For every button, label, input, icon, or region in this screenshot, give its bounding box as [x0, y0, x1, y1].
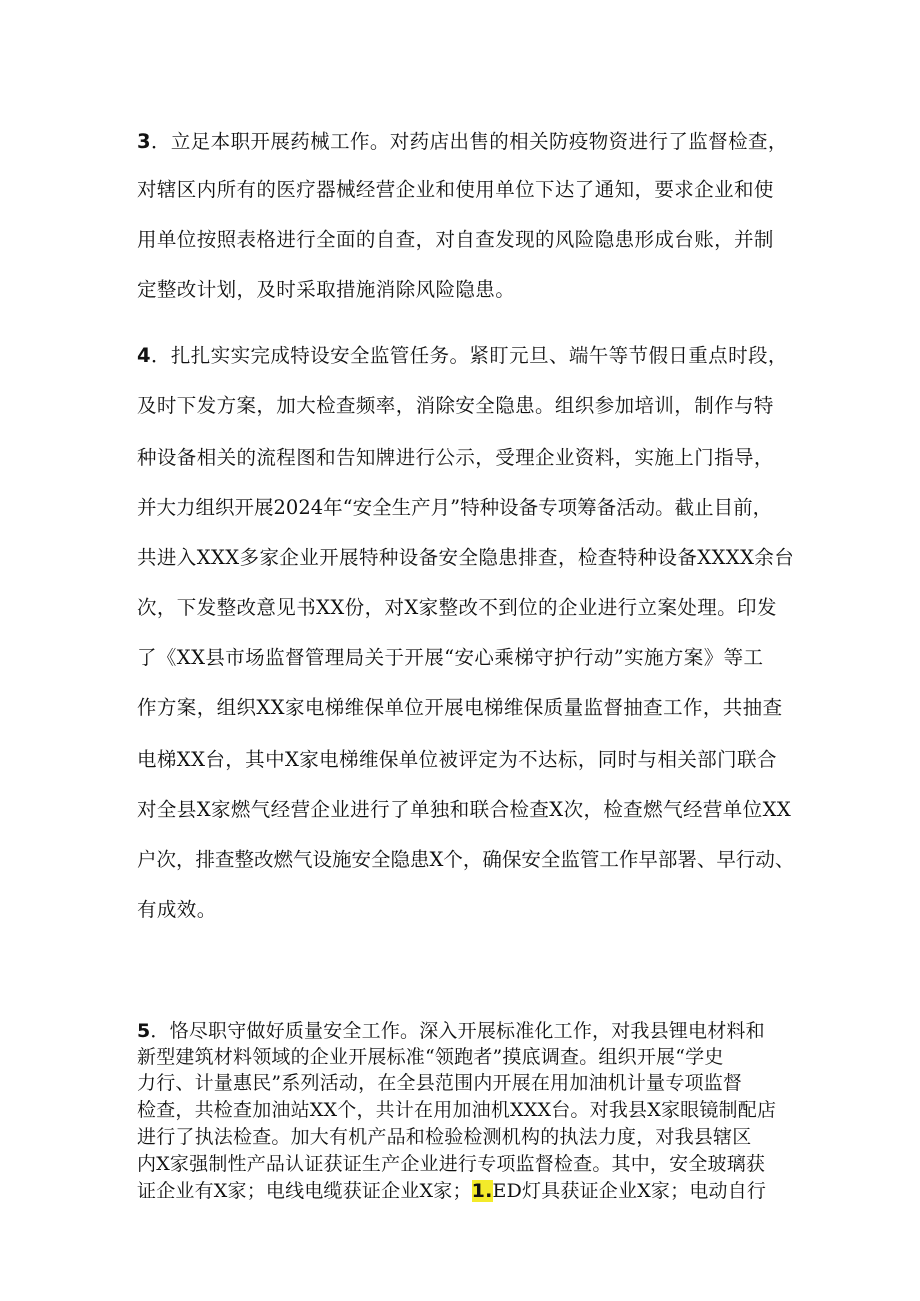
section-5-line-1: 5．恪尽职守做好质量安全工作。深入开展标准化工作，对我县锂电材料和: [137, 1020, 765, 1042]
section-5-line-4: 检查，共检查加油站XX个，共计在用加油机XXX台。对我县X家眼镜制配店: [137, 1099, 777, 1121]
section-4-line-1: 4．扎扎实实完成特设安全监管任务。紧盯元旦、端午等节假日重点时段，: [137, 344, 788, 367]
section-4-line-7: 了《XX县市场监督管理局关于开展“安心乘梯守护行动”实施方案》等工: [137, 646, 764, 669]
section-4-line-5: 共进入XXX多家企业开展特种设备安全隐患排查，检查特种设备XXXX余台: [137, 546, 795, 569]
section-5-line-3: 力行、计量惠民”系列活动，在全县范围内开展在用加油机计量专项监督: [137, 1072, 743, 1094]
highlighted-text: 1.: [471, 1180, 493, 1202]
section-3-line-1: 3．立足本职开展药械工作。对药店出售的相关防疫物资进行了监督检查，: [137, 130, 788, 153]
section-5-line-7: 证企业有X家；电线电缆获证企业X家；1.ED灯具获证企业X家；电动自行: [137, 1180, 767, 1202]
section-5-line-2: 新型建筑材料领域的企业开展标准“领跑者”摸底调查。组织开展“学史: [137, 1046, 724, 1068]
section-4-line-6: 次，下发整改意见书XX份，对X家整改不到位的企业进行立案处理。印发: [137, 596, 777, 619]
section-4-line-4: 并大力组织开展2024年“安全生产月”特种设备专项筹备活动。截止目前，: [137, 496, 773, 519]
section-5-line-5: 进行了执法检查。加大有机产品和检验检测机构的执法力度，对我县辖区: [137, 1126, 752, 1148]
section-4-line-2: 及时下发方案，加大检查频率，消除安全隐患。组织参加培训，制作与特: [137, 394, 774, 417]
section-5-line-6: 内X家强制性产品认证获证生产企业进行专项监督检查。其中，安全玻璃获: [137, 1153, 766, 1175]
section-3-line-4: 定整改计划，及时采取措施消除风险隐患。: [137, 278, 516, 301]
section-4-line-10: 对全县X家燃气经营企业进行了单独和联合检查X次，检查燃气经营单位XX: [137, 798, 792, 821]
section-4-line-3: 种设备相关的流程图和告知牌进行公示，受理企业资料，实施上门指导，: [137, 446, 774, 469]
section-3-line-3: 用单位按照表格进行全面的自查，对自查发现的风险隐患形成台账，并制: [137, 228, 774, 251]
section-4-line-8: 作方案，组织XX家电梯维保单位开展电梯维保质量监督抽查工作，共抽查: [137, 696, 783, 719]
section-5-number: 5: [137, 1020, 151, 1042]
section-3-number: 3: [137, 130, 151, 153]
section-4-number: 4: [137, 344, 151, 367]
section-4-line-9: 电梯XX台，其中X家电梯维保单位被评定为不达标，同时与相关部门联合: [137, 748, 777, 771]
section-3-line-2: 对辖区内所有的医疗器械经营企业和使用单位下达了通知，要求企业和使: [137, 178, 774, 201]
section-4-line-12: 有成效。: [137, 898, 217, 921]
section-4-line-11: 户次，排查整改燃气设施安全隐患X个，确保安全监管工作早部署、早行动、: [137, 848, 795, 871]
